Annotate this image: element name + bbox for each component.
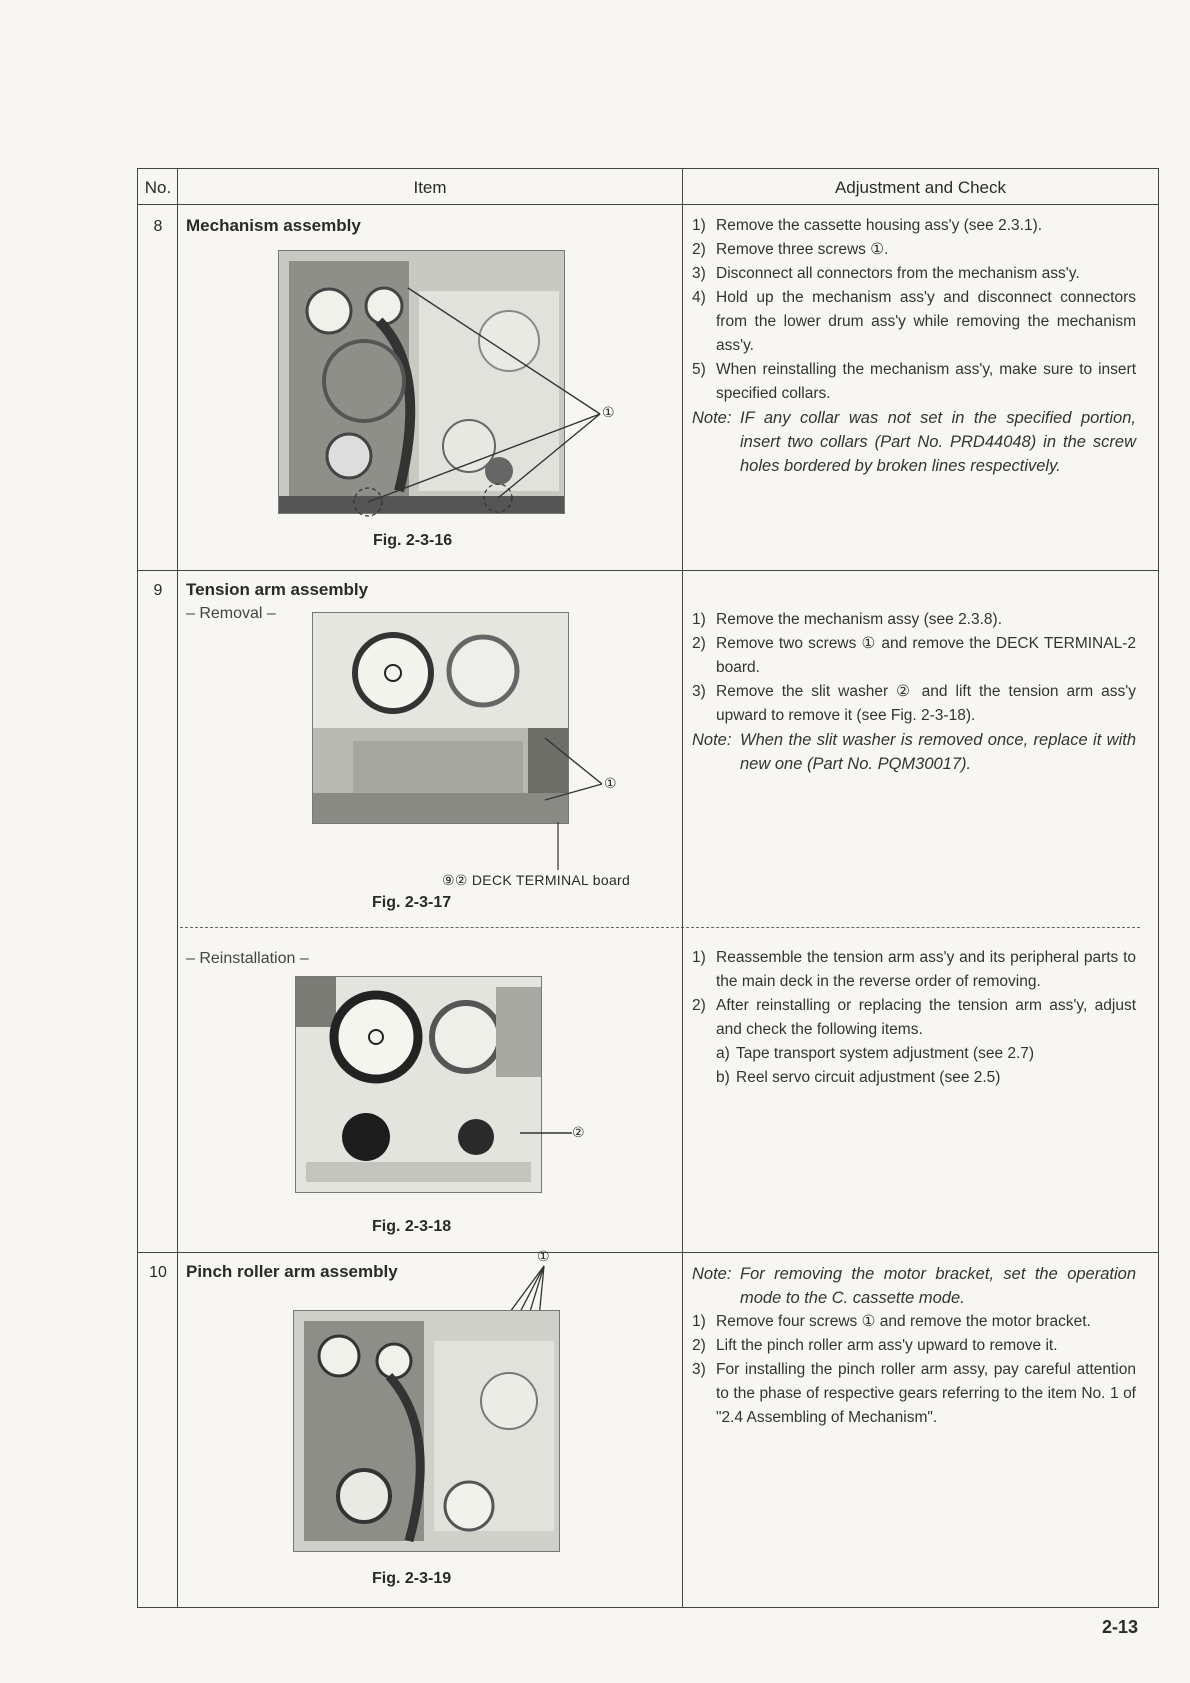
row-8-number: 8 [153, 218, 163, 235]
row-9-reinstall-steps [692, 946, 1136, 1090]
list-item: 4) Hold up the mechanism ass'y and disconnect connectors from the lower drum ass'y while removing the mechanism ass'y. [692, 289, 1136, 354]
row-9-reinstall-figure-caption: Fig. 2-3-18 [372, 1218, 452, 1235]
row-8-steps [692, 214, 1136, 478]
deck-terminal-board-label: ⑨② DECK TERMINAL board [442, 872, 631, 888]
row-9-reinstall-callout: ② [572, 1124, 585, 1140]
row-9-removal-label: – Removal – [186, 605, 276, 622]
list-item: 5) When reinstalling the mechanism ass'y, make sure to insert specified collars. [692, 361, 1136, 402]
pinch-roller-arm-photo [293, 1310, 560, 1552]
row-10-figure-caption: Fig. 2-3-19 [372, 1570, 452, 1587]
row-10-title: Pinch roller arm assembly [186, 1262, 398, 1281]
row-9-title: Tension arm assembly [186, 580, 369, 599]
row-9-note: Note: When the slit washer is removed once, replace it with new one (Part No. PQM30017). [692, 731, 1136, 773]
list-item: 1) Remove the mechanism assy (see 2.3.8). [692, 611, 1003, 628]
header-no: No. [144, 178, 172, 197]
row-9-removal-leader-lines [540, 730, 620, 880]
row-8-title: Mechanism assembly [186, 216, 361, 235]
list-item: 2) Remove three screws ①. [692, 241, 889, 258]
row-9-removal-callout: ① [604, 775, 617, 791]
list-item: 1) Remove four screws ① and remove the motor bracket. [692, 1313, 1091, 1330]
list-item: 1) Remove the cassette housing ass'y (see 2.3.1). [692, 217, 1043, 234]
tension-arm-removal-photo [312, 612, 569, 824]
list-item: a) Tape transport system adjustment (see 2.7) [716, 1045, 1035, 1062]
list-item: 2) Lift the pinch roller arm ass'y upward to remove it. [692, 1337, 1058, 1354]
row-10-steps [692, 1262, 1136, 1430]
list-item: 1) Reassemble the tension arm ass'y and its peripheral parts to the main deck in the reverse order of removing. [692, 949, 1136, 990]
page-number: 2-13 [1102, 1617, 1139, 1637]
list-item: 3) For installing the pinch roller arm assy, pay careful attention to the phase of respective gears referring to the item No. 1 of "2.4 Assembling of Mechanism". [692, 1361, 1136, 1426]
row-9-reinstall-label: – Reinstallation – [186, 950, 309, 967]
row-9-reinstall-leader-line [520, 1125, 580, 1145]
row-8-callout: ① [602, 404, 615, 420]
list-item: b) Reel servo circuit adjustment (see 2.5) [716, 1069, 1001, 1086]
row-8-figure-caption: Fig. 2-3-16 [373, 532, 453, 549]
row-9-number: 9 [153, 582, 163, 599]
tension-arm-reinstall-photo [295, 976, 542, 1193]
row-10-callout: ① [537, 1248, 550, 1264]
list-item: 3) Remove the slit washer ② and lift the tension arm ass'y upward to remove it (see Fig. 2-3-18). [692, 683, 1136, 724]
row-8-note: Note: IF any collar was not set in the specified portion, insert two collars (Part No. PRD44048) in the screw holes bordered by broken lines respectively. [692, 409, 1136, 475]
list-item: 3) Disconnect all connectors from the mechanism ass'y. [692, 265, 1080, 282]
list-item: 2) After reinstalling or replacing the tension arm ass'y, adjust and check the following items. [692, 997, 1136, 1038]
list-item: 2) Remove two screws ① and remove the DECK TERMINAL-2 board. [692, 635, 1136, 676]
row-9-removal-figure-caption: Fig. 2-3-17 [372, 894, 452, 911]
row-10-number: 10 [149, 1264, 167, 1281]
row-8-leader-lines [278, 250, 618, 540]
header-item: Item [413, 178, 447, 197]
row-9-removal-steps [692, 608, 1136, 776]
header-adjustment: Adjustment and Check [834, 178, 1007, 197]
row-10-note: Note: For removing the motor bracket, set the operation mode to the C. cassette mode. [692, 1265, 1136, 1307]
